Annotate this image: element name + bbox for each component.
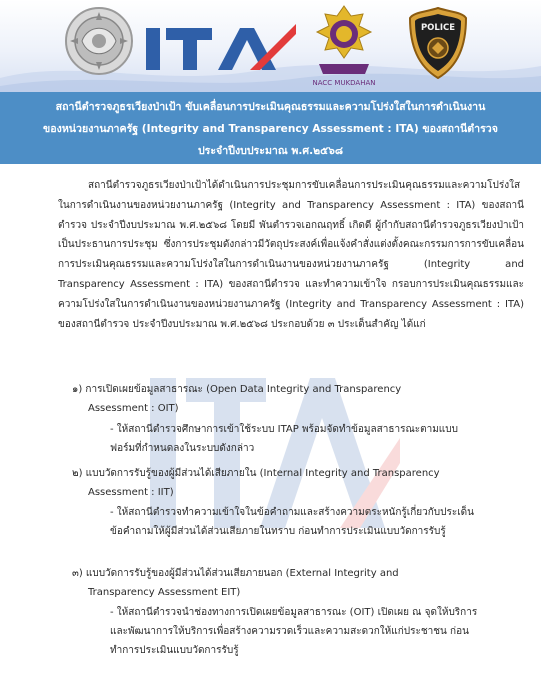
intro-paragraph	[58, 176, 524, 334]
ita-logo-icon	[146, 24, 296, 72]
nacc-caption: NACC MUKDAHAN	[312, 79, 376, 87]
banner-title	[10, 96, 531, 162]
item-3-title-line1: ๓) แบบวัดการรับรู้ของผู้มีส่วนได้ส่วนเสียภายนอก (External Integrity and	[72, 568, 399, 579]
intro-text: สถานีตำรวจภูธรเวียงป่าเป้าได้ดำเนินการประชุมการขับเคลื่อนการประเมินคุณธรรมและความโปร่งใสในการดำเนินงานของหน่วยงานภาครัฐ (Integrity and Transparency Assessment : ITA) ของสถานีตำรวจ ประจำปีงบประมาณ พ.ศ.๒๕๖๘ โดยมี พันตำรวจเอกณฤทธิ์ เกิดดี ผู้กำกับสถานีตำรวจภูธรเวียงป่าเป้า เป็นประธานการประชุม ซึ่งการประชุมดังกล่าวมีวัตถุประสงค์เพื่อแจ้งคำสั่งแต่งตั้งคณะกรรมการการขับเคลื่อนการประเมินคุณธรรมและความโปร่งใสในการดำเนินงานของหน่วยงานภาครัฐ (Integrity and Transparency Assessment : ITA) ของสถานีตำรวจ และทำความเข้าใจ กรอบการประเมินคุณธรรมและความโปร่งใสในการดำเนินงานของหน่วยงานภาครัฐ (Integrity and Transparency Assessment : ITA) ของสถานีตำรวจ ประจำปีงบประมาณ พ.ศ.๒๕๖๘ ประกอบด้วย ๓ ประเด็นสำคัญ ได้แก่	[58, 180, 524, 330]
banner-title-line: ประจำปีงบประมาณ พ.ศ.๒๕๖๘	[197, 145, 344, 157]
banner-title-line: สถานีตำรวจภูธรเวียงป่าเป้า ขับเคลื่อนการประเมินคุณธรรมและความโปร่งใสในการดำเนินงาน	[55, 101, 486, 113]
item-2-detail: - ให้สถานีตำรวจทำความเข้าใจในข้อคำถามและสร้างความตระหนักรู้เกี่ยวกับประเด็นข้อคำถามให้ผู้มีส่วนได้ส่วนเสียภายในทราบ ก่อนทำการประเมินแบบวัดการรับรู้	[110, 507, 474, 537]
item-1-detail: - ให้สถานีตำรวจศึกษาการเข้าใช้ระบบ ITAP พร้อมจัดทำข้อมูลสาธารณะตามแบบฟอร์มที่กำหนดลงในระบบดังกล่าว	[110, 424, 458, 454]
police-emblem-icon	[62, 4, 136, 78]
header-logo-strip	[0, 0, 541, 92]
nacc-emblem-icon	[311, 4, 377, 88]
item-1-title-line2: Assessment : OIT)	[88, 403, 179, 414]
banner-title-line: ของหน่วยงานภาครัฐ (Integrity and Transparency Assessment : ITA) ของสถานีตำรวจ	[43, 123, 498, 135]
item-2-title-line1: ๒) แบบวัดการรับรู้ของผู้มีส่วนได้เสียภายใน (Internal Integrity and Transparency	[72, 468, 440, 479]
item-3-title-line2: Transparency Assessment EIT)	[88, 587, 241, 598]
police-badge-icon	[408, 6, 468, 80]
item-2-title-line2: Assessment : IIT)	[88, 487, 174, 498]
police-badge-text: POLICE	[420, 23, 456, 33]
item-1-title-line1: ๑) การเปิดเผยข้อมูลสาธารณะ (Open Data Integrity and Transparency	[72, 384, 402, 395]
item-3-detail: - ให้สถานีตำรวจนำช่องทางการเปิดเผยข้อมูลสาธารณะ (OIT) เปิดเผย ณ จุดให้บริการ และพัฒนาการให้บริการเพื่อสร้างความรวดเร็วและความสะดวกให้แก่ประชาชน ก่อนทำการประเมินแบบวัดการรับรู้	[110, 607, 478, 656]
